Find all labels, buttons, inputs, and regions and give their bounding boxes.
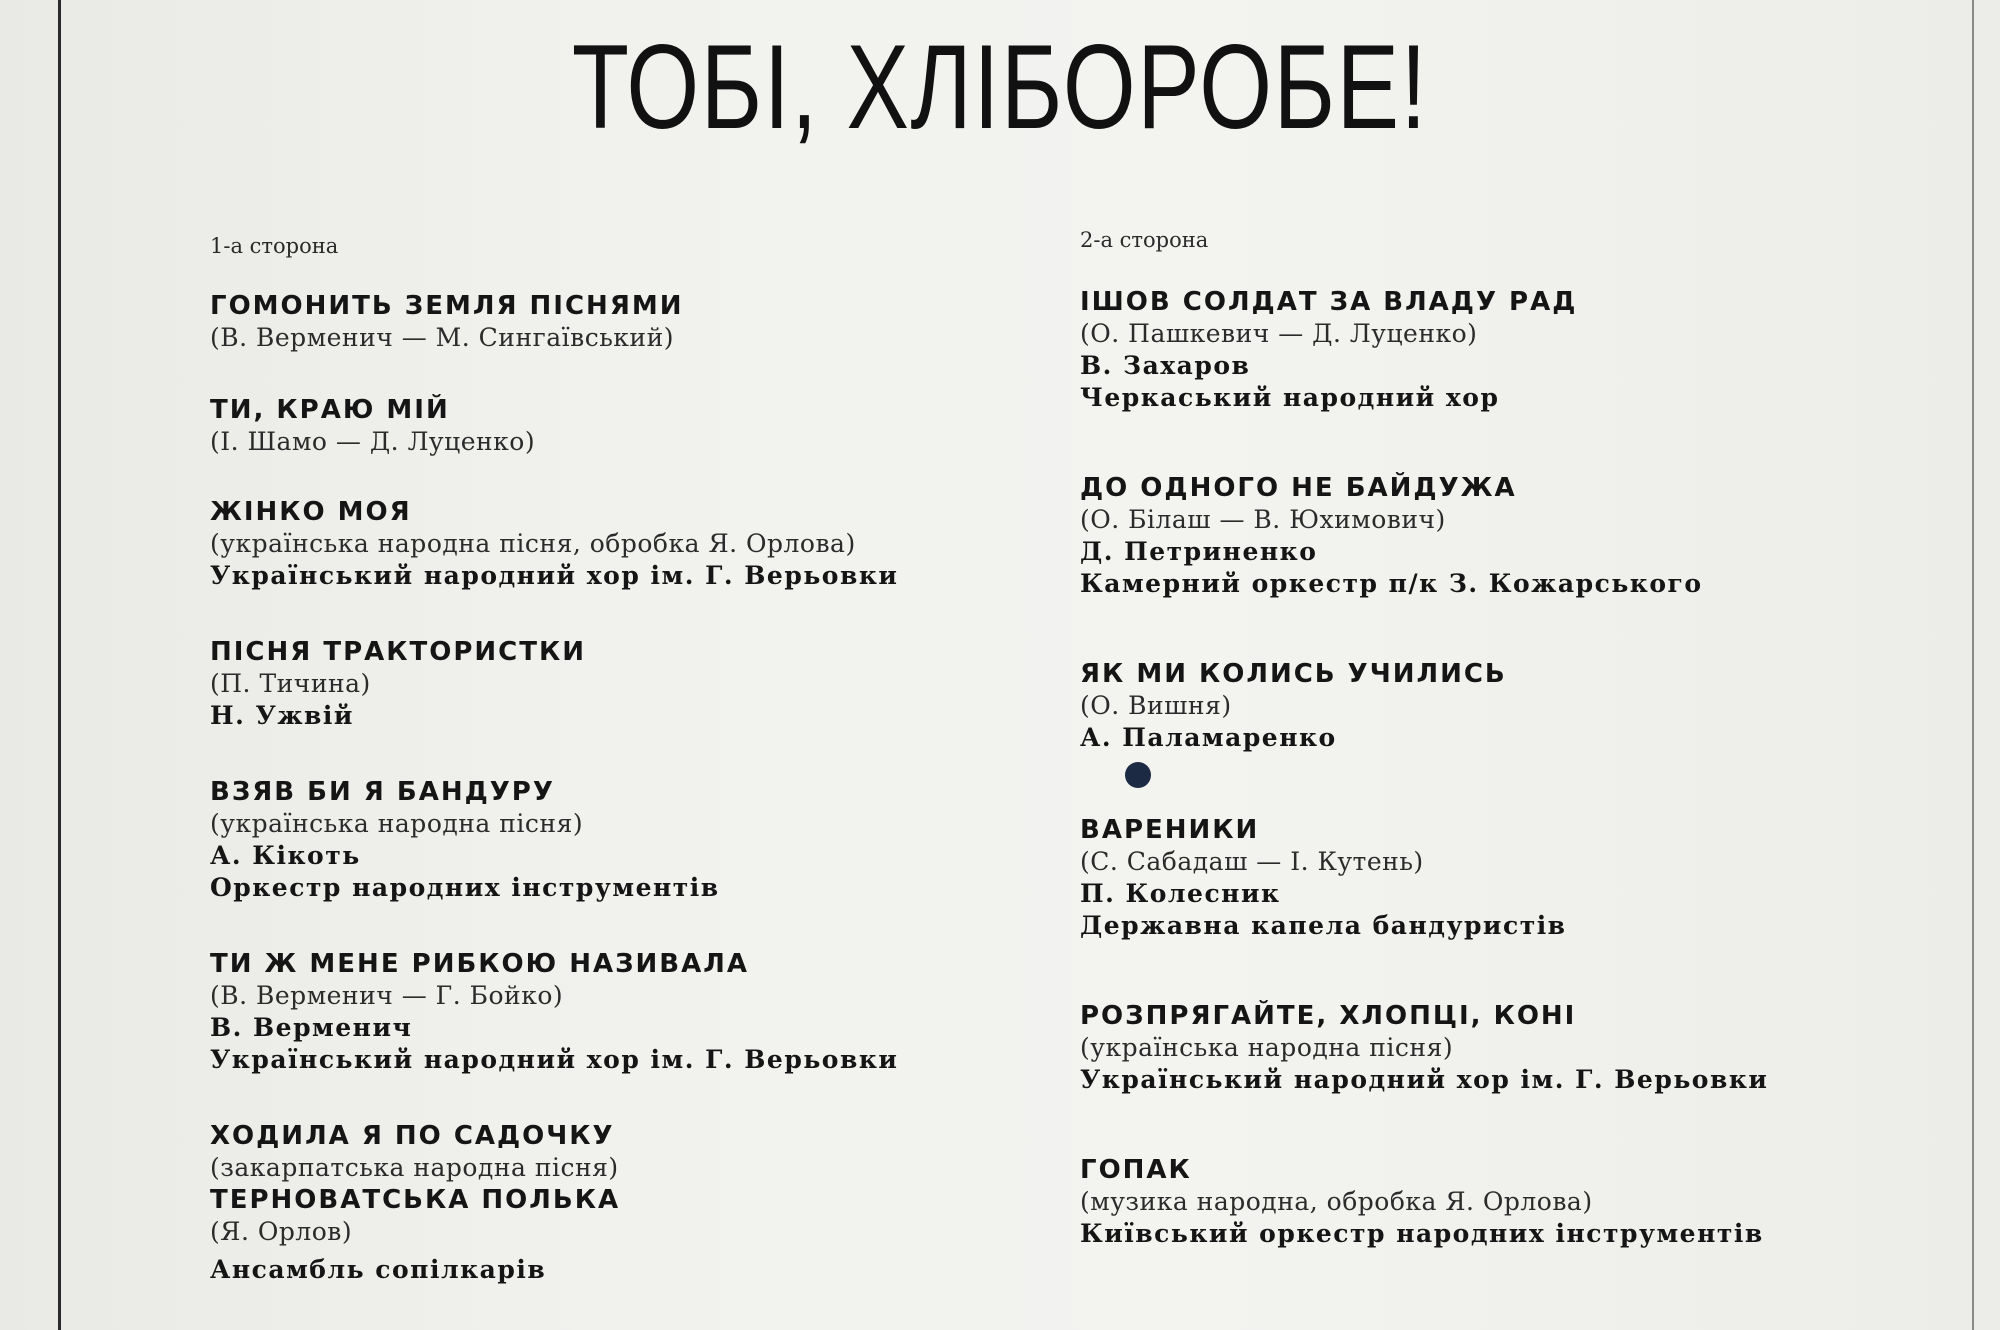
track-credit: (українська народна пісня): [1080, 1033, 1454, 1062]
track-ensemble: Ансамбль сопілкарів: [210, 1255, 547, 1284]
track-title: ДО ОДНОГО НЕ БАЙДУЖА: [1080, 473, 1517, 503]
track-credit: (О. Білаш — В. Юхимович): [1080, 505, 1446, 534]
left-border-rule: [58, 0, 61, 1330]
side-2-label: 2-а сторона: [1080, 228, 1209, 252]
track-ensemble: Камерний оркестр п/к З. Кожарського: [1080, 569, 1703, 598]
track-credit: (закарпатська народна пісня): [210, 1153, 619, 1182]
track-performer: Д. Петриненко: [1080, 537, 1318, 566]
track: [1080, 1154, 1764, 1250]
track: [210, 948, 898, 1076]
track-credit-second: (Я. Орлов): [210, 1217, 353, 1246]
track-credit: (музика народна, обробка Я. Орлова): [1080, 1187, 1593, 1216]
track-credit: (українська народна пісня, обробка Я. Орлова): [210, 529, 856, 558]
track-performer: В. Захаров: [1080, 351, 1251, 380]
track-performer: П. Колесник: [1080, 879, 1281, 908]
track: [210, 776, 720, 904]
track-ensemble: Український народний хор ім. Г. Верьовки: [210, 1045, 899, 1074]
track-credit: (О. Вишня): [1080, 691, 1232, 720]
track-title: ГОМОНИТЬ ЗЕМЛЯ ПІСНЯМИ: [210, 291, 684, 321]
track-credit: (українська народна пісня): [210, 809, 584, 838]
track: [210, 394, 535, 458]
track: [210, 290, 683, 354]
track-title: ПІСНЯ ТРАКТОРИСТКИ: [210, 637, 586, 667]
track-title: ГОПАК: [1080, 1155, 1192, 1185]
track: [1080, 472, 1703, 600]
track-title: ІШОВ СОЛДАТ ЗА ВЛАДУ РАД: [1080, 287, 1578, 317]
track-title: ВАРЕНИКИ: [1080, 815, 1260, 845]
album-title: ТОБІ, ХЛІБОРОБЕ!: [571, 20, 1429, 154]
track: [210, 496, 898, 592]
track-performer: В. Верменич: [210, 1013, 413, 1042]
track-ensemble: Український народний хор ім. Г. Верьовки: [1080, 1065, 1769, 1094]
track-credit: (В. Верменич — М. Сингаївський): [210, 323, 675, 352]
track-performer: А. Паламаренко: [1080, 723, 1337, 752]
track-title: ЖІНКО МОЯ: [210, 497, 412, 527]
track-credit: (С. Сабадаш — І. Кутень): [1080, 847, 1424, 876]
track-title: ХОДИЛА Я ПО САДОЧКУ: [210, 1121, 615, 1151]
track-credit: (О. Пашкевич — Д. Луценко): [1080, 319, 1478, 348]
track-title: ТИ Ж МЕНЕ РИБКОЮ НАЗИВАЛА: [210, 949, 749, 979]
track-title: РОЗПРЯГАЙТЕ, ХЛОПЦІ, КОНІ: [1080, 1001, 1577, 1031]
track: [210, 1120, 620, 1286]
track-ensemble: Державна капела бандуристів: [1080, 911, 1567, 940]
right-edge: [1972, 0, 1974, 1330]
ink-spot: [1125, 762, 1151, 788]
track-title: ТИ, КРАЮ МІЙ: [210, 395, 450, 425]
track-title: ЯК МИ КОЛИСЬ УЧИЛИСЬ: [1080, 659, 1507, 689]
track: [1080, 658, 1507, 754]
track-title-second: ТЕРНОВАТСЬКА ПОЛЬКА: [210, 1185, 621, 1215]
track-performer: Н. Ужвій: [210, 701, 354, 730]
track-ensemble: Оркестр народних інструментів: [210, 873, 720, 902]
track-credit: (П. Тичина): [210, 669, 371, 698]
track-title: ВЗЯВ БИ Я БАНДУРУ: [210, 777, 555, 807]
track: [1080, 1000, 1768, 1096]
side-1-label: 1-а сторона: [210, 234, 339, 258]
track-ensemble: Черкаський народний хор: [1080, 383, 1500, 412]
track: [1080, 286, 1577, 414]
track-performer: А. Кікоть: [210, 841, 361, 870]
track: [210, 636, 586, 732]
track-ensemble: Український народний хор ім. Г. Верьовки: [210, 561, 899, 590]
track-credit: (В. Верменич — Г. Бойко): [210, 981, 564, 1010]
track-ensemble: Київський оркестр народних інструментів: [1080, 1219, 1764, 1248]
track: [1080, 814, 1567, 942]
track-credit: (І. Шамо — Д. Луценко): [210, 427, 536, 456]
